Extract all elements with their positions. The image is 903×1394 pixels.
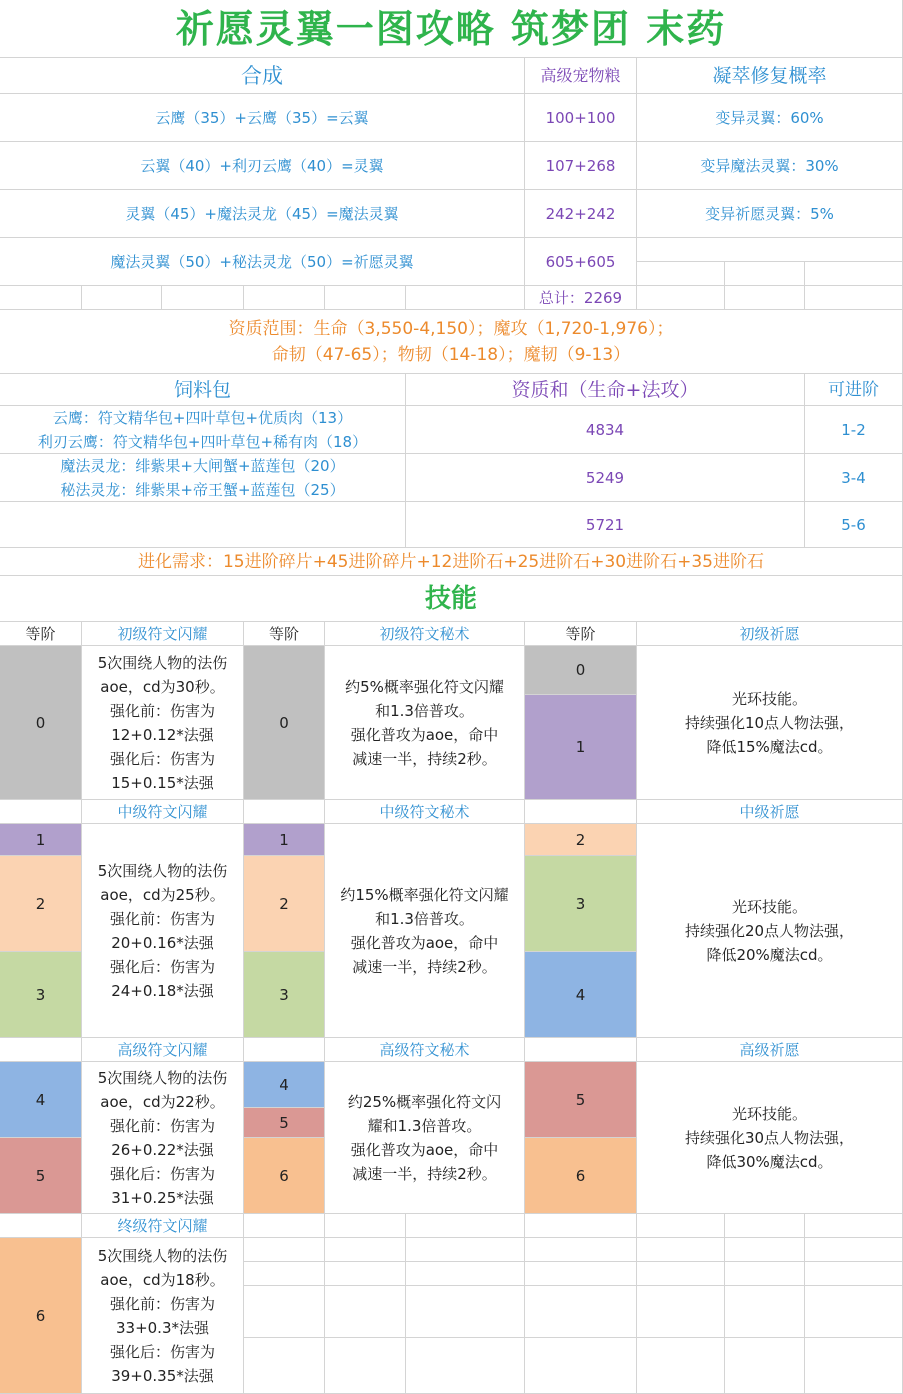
synthesis-formula: 灵翼（45）+魔法灵龙（45）=魔法灵翼 xyxy=(0,190,525,238)
desc-line: 持续强化10点人物法强， xyxy=(684,713,855,732)
desc-line: 降低30%魔法cd。 xyxy=(706,1152,833,1171)
rank-cell: 3 xyxy=(525,856,637,952)
empty-cell xyxy=(725,1238,805,1262)
page-title: 祈愿灵翼一图攻略 筑梦团 末药 xyxy=(0,0,903,58)
feed-item: 利刃云鹰：符文精华包+四叶草包+稀有肉（18） xyxy=(0,430,406,454)
aptitude-sum: 5721 xyxy=(406,502,805,548)
empty-cell xyxy=(525,1286,637,1338)
aptitude-sum: 5249 xyxy=(406,454,805,502)
empty-cell xyxy=(637,1214,725,1238)
empty-cell xyxy=(244,1286,325,1338)
desc-line: 约25%概率强化符文闪 xyxy=(347,1092,502,1111)
skill-desc xyxy=(325,824,525,1038)
rank-cell: 1 xyxy=(0,824,82,856)
synthesis-food: 605+605 xyxy=(525,238,637,286)
synthesis-food: 242+242 xyxy=(525,190,637,238)
empty-cell xyxy=(325,1286,406,1338)
skill-name: 中级祈愿 xyxy=(637,800,903,824)
skill-desc xyxy=(82,824,244,1038)
rank-cell: 0 xyxy=(244,646,325,800)
rank-cell: 4 xyxy=(0,1062,82,1138)
synthesis-header: 合成 xyxy=(0,58,525,94)
desc-line: 降低20%魔法cd。 xyxy=(706,945,833,964)
empty-cell xyxy=(525,1238,637,1262)
empty-cell xyxy=(244,1214,325,1238)
aptitude-line: 命韧（47-65）；物韧（14-18）；魔韧（9-13） xyxy=(271,344,631,365)
empty-cell xyxy=(725,1338,805,1394)
empty-cell xyxy=(406,1214,525,1238)
desc-line: 5次围绕人物的法伤 xyxy=(97,1246,228,1265)
rank-cell: 4 xyxy=(244,1062,325,1108)
feed-item: 魔法灵龙：绯紫果+大闸蟹+蓝莲包（20） xyxy=(0,454,406,478)
synthesis-rate: 变异祈愿灵翼：5% xyxy=(637,190,903,238)
empty-cell xyxy=(244,1338,325,1394)
rank-cell: 3 xyxy=(0,952,82,1038)
empty-cell xyxy=(406,1338,525,1394)
desc-line: 降低15%魔法cd。 xyxy=(706,737,833,756)
empty-cell xyxy=(82,286,162,310)
skill-desc xyxy=(82,646,244,800)
aptitude-line: 资质范围：生命（3,550-4,150）；魔攻（1,720-1,976）； xyxy=(228,318,674,339)
synthesis-rate: 变异魔法灵翼：30% xyxy=(637,142,903,190)
desc-line: 5次围绕人物的法伤 xyxy=(97,1068,228,1087)
rank-cell: 2 xyxy=(244,856,325,952)
desc-line: 强化普攻为aoe，命中 xyxy=(350,1140,499,1159)
synthesis-rate: 变异灵翼：60% xyxy=(637,94,903,142)
empty-cell xyxy=(244,1038,325,1062)
desc-line: 减速一半，持续2秒。 xyxy=(352,749,497,768)
empty-cell xyxy=(637,1338,725,1394)
empty-cell xyxy=(525,800,637,824)
empty-cell xyxy=(525,1262,637,1286)
skill-desc xyxy=(325,1062,525,1214)
rank-label: 等阶 xyxy=(0,622,82,646)
feed-item: 秘法灵龙：绯紫果+帝王蟹+蓝莲包（25） xyxy=(0,478,406,502)
skill-desc xyxy=(82,1238,244,1394)
synthesis-formula: 魔法灵翼（50）+秘法灵龙（50）=祈愿灵翼 xyxy=(0,238,525,286)
food-header: 高级宠物粮 xyxy=(525,58,637,94)
rank-cell: 5 xyxy=(525,1062,637,1138)
rank-cell: 5 xyxy=(244,1108,325,1138)
empty-cell xyxy=(725,286,805,310)
empty-cell xyxy=(637,262,725,286)
rank-cell: 6 xyxy=(0,1238,82,1394)
desc-line: 强化普攻为aoe，命中 xyxy=(350,725,499,744)
empty-cell xyxy=(162,286,244,310)
rank-cell: 1 xyxy=(525,695,637,800)
skill-name: 初级祈愿 xyxy=(637,622,903,646)
empty-cell xyxy=(406,1238,525,1262)
desc-line: 光环技能。 xyxy=(731,689,807,708)
desc-line: 和1.3倍普攻。 xyxy=(375,701,474,720)
feed-header: 饲料包 xyxy=(0,374,406,406)
skill-name: 中级符文秘术 xyxy=(325,800,525,824)
synthesis-food: 100+100 xyxy=(525,94,637,142)
empty-cell xyxy=(725,1286,805,1338)
advance-range: 3-4 xyxy=(805,454,903,502)
synthesis-food: 107+268 xyxy=(525,142,637,190)
empty-cell xyxy=(244,1238,325,1262)
empty-cell xyxy=(244,800,325,824)
empty-cell xyxy=(637,286,725,310)
desc-line: 31+0.25*法强 xyxy=(111,1188,214,1207)
skill-name: 初级符文闪耀 xyxy=(82,622,244,646)
advance-range: 1-2 xyxy=(805,406,903,454)
skill-desc xyxy=(637,1062,903,1214)
aptitude-sum: 4834 xyxy=(406,406,805,454)
skills-header: 技能 xyxy=(0,576,903,622)
skill-name: 高级符文秘术 xyxy=(325,1038,525,1062)
empty-cell xyxy=(805,1238,903,1262)
skill-name: 中级符文闪耀 xyxy=(82,800,244,824)
feed-item: 云鹰：符文精华包+四叶草包+优质肉（13） xyxy=(0,406,406,430)
rate-header: 凝萃修复概率 xyxy=(637,58,903,94)
desc-line: 强化前：伤害为 xyxy=(109,701,215,720)
desc-line: 强化后：伤害为 xyxy=(109,957,215,976)
desc-line: 强化后：伤害为 xyxy=(109,1342,215,1361)
desc-line: 减速一半，持续2秒。 xyxy=(352,1164,497,1183)
empty-cell xyxy=(805,1214,903,1238)
skill-desc xyxy=(82,1062,244,1214)
empty-cell xyxy=(325,1262,406,1286)
empty-cell xyxy=(0,800,82,824)
desc-line: 强化前：伤害为 xyxy=(109,1294,215,1313)
empty-cell xyxy=(637,1262,725,1286)
empty-cell xyxy=(725,262,805,286)
desc-line: 15+0.15*法强 xyxy=(111,773,214,792)
empty-cell xyxy=(725,1214,805,1238)
desc-line: aoe，cd为18秒。 xyxy=(100,1270,225,1289)
empty-cell xyxy=(805,286,903,310)
empty-cell xyxy=(805,1286,903,1338)
skill-name: 高级祈愿 xyxy=(637,1038,903,1062)
empty-cell xyxy=(805,1262,903,1286)
skill-desc xyxy=(637,824,903,1038)
desc-line: 强化普攻为aoe，命中 xyxy=(350,933,499,952)
rank-cell: 6 xyxy=(244,1138,325,1214)
desc-line: 减速一半，持续2秒。 xyxy=(352,957,497,976)
empty-cell xyxy=(637,238,903,262)
empty-cell xyxy=(725,1262,805,1286)
desc-line: aoe，cd为30秒。 xyxy=(100,677,225,696)
rank-label: 等阶 xyxy=(244,622,325,646)
empty-cell xyxy=(325,286,406,310)
skill-name: 初级符文秘术 xyxy=(325,622,525,646)
desc-line: 强化后：伤害为 xyxy=(109,1164,215,1183)
desc-line: 光环技能。 xyxy=(731,1104,807,1123)
rank-cell: 0 xyxy=(525,646,637,695)
rank-cell: 6 xyxy=(525,1138,637,1214)
empty-cell xyxy=(244,286,325,310)
desc-line: 26+0.22*法强 xyxy=(111,1140,214,1159)
rank-cell: 4 xyxy=(525,952,637,1038)
empty-cell xyxy=(0,1038,82,1062)
empty-cell xyxy=(0,286,82,310)
empty-cell xyxy=(805,262,903,286)
empty-cell xyxy=(525,1338,637,1394)
empty-cell xyxy=(637,1238,725,1262)
desc-line: 20+0.16*法强 xyxy=(111,933,214,952)
desc-line: 5次围绕人物的法伤 xyxy=(97,653,228,672)
desc-line: aoe，cd为25秒。 xyxy=(100,885,225,904)
rank-cell: 0 xyxy=(0,646,82,800)
aptitude-sum-header: 资质和（生命+法攻） xyxy=(406,374,805,406)
empty-cell xyxy=(525,1038,637,1062)
rank-cell: 3 xyxy=(244,952,325,1038)
desc-line: 和1.3倍普攻。 xyxy=(375,909,474,928)
empty-cell xyxy=(0,502,406,548)
empty-cell xyxy=(325,1214,406,1238)
desc-line: 持续强化20点人物法强， xyxy=(684,921,855,940)
empty-cell xyxy=(406,286,525,310)
skill-name: 终级符文闪耀 xyxy=(82,1214,244,1238)
desc-line: 持续强化30点人物法强， xyxy=(684,1128,855,1147)
desc-line: 39+0.35*法强 xyxy=(111,1366,214,1385)
evolution-requirement: 进化需求：15进阶碎片+45进阶碎片+12进阶石+25进阶石+30进阶石+35进阶石 xyxy=(0,548,903,576)
skill-name: 高级符文闪耀 xyxy=(82,1038,244,1062)
desc-line: aoe，cd为22秒。 xyxy=(100,1092,225,1111)
desc-line: 约15%概率强化符文闪耀 xyxy=(340,885,509,904)
empty-cell xyxy=(406,1262,525,1286)
desc-line: 强化后：伤害为 xyxy=(109,749,215,768)
desc-line: 5次围绕人物的法伤 xyxy=(97,861,228,880)
empty-cell xyxy=(406,1286,525,1338)
desc-line: 约5%概率强化符文闪耀 xyxy=(345,677,504,696)
synthesis-formula: 云翼（40）+利刃云鹰（40）=灵翼 xyxy=(0,142,525,190)
aptitude-range xyxy=(0,310,903,374)
desc-line: 耀和1.3倍普攻。 xyxy=(367,1116,482,1135)
skill-desc xyxy=(637,646,903,800)
desc-line: 33+0.3*法强 xyxy=(115,1318,209,1337)
skill-desc xyxy=(325,646,525,800)
empty-cell xyxy=(525,1214,637,1238)
rank-cell: 2 xyxy=(0,856,82,952)
advance-header: 可进阶 xyxy=(805,374,903,406)
rank-cell: 5 xyxy=(0,1138,82,1214)
desc-line: 光环技能。 xyxy=(731,897,807,916)
synthesis-formula: 云鹰（35）+云鹰（35）=云翼 xyxy=(0,94,525,142)
empty-cell xyxy=(805,1338,903,1394)
empty-cell xyxy=(0,1214,82,1238)
rank-cell: 1 xyxy=(244,824,325,856)
desc-line: 强化前：伤害为 xyxy=(109,909,215,928)
empty-cell xyxy=(244,1262,325,1286)
empty-cell xyxy=(637,1286,725,1338)
desc-line: 12+0.12*法强 xyxy=(111,725,214,744)
empty-cell xyxy=(325,1338,406,1394)
rank-label: 等阶 xyxy=(525,622,637,646)
empty-cell xyxy=(325,1238,406,1262)
desc-line: 强化前：伤害为 xyxy=(109,1116,215,1135)
rank-cell: 2 xyxy=(525,824,637,856)
food-total: 总计：2269 xyxy=(525,286,637,310)
desc-line: 24+0.18*法强 xyxy=(111,981,214,1000)
advance-range: 5-6 xyxy=(805,502,903,548)
